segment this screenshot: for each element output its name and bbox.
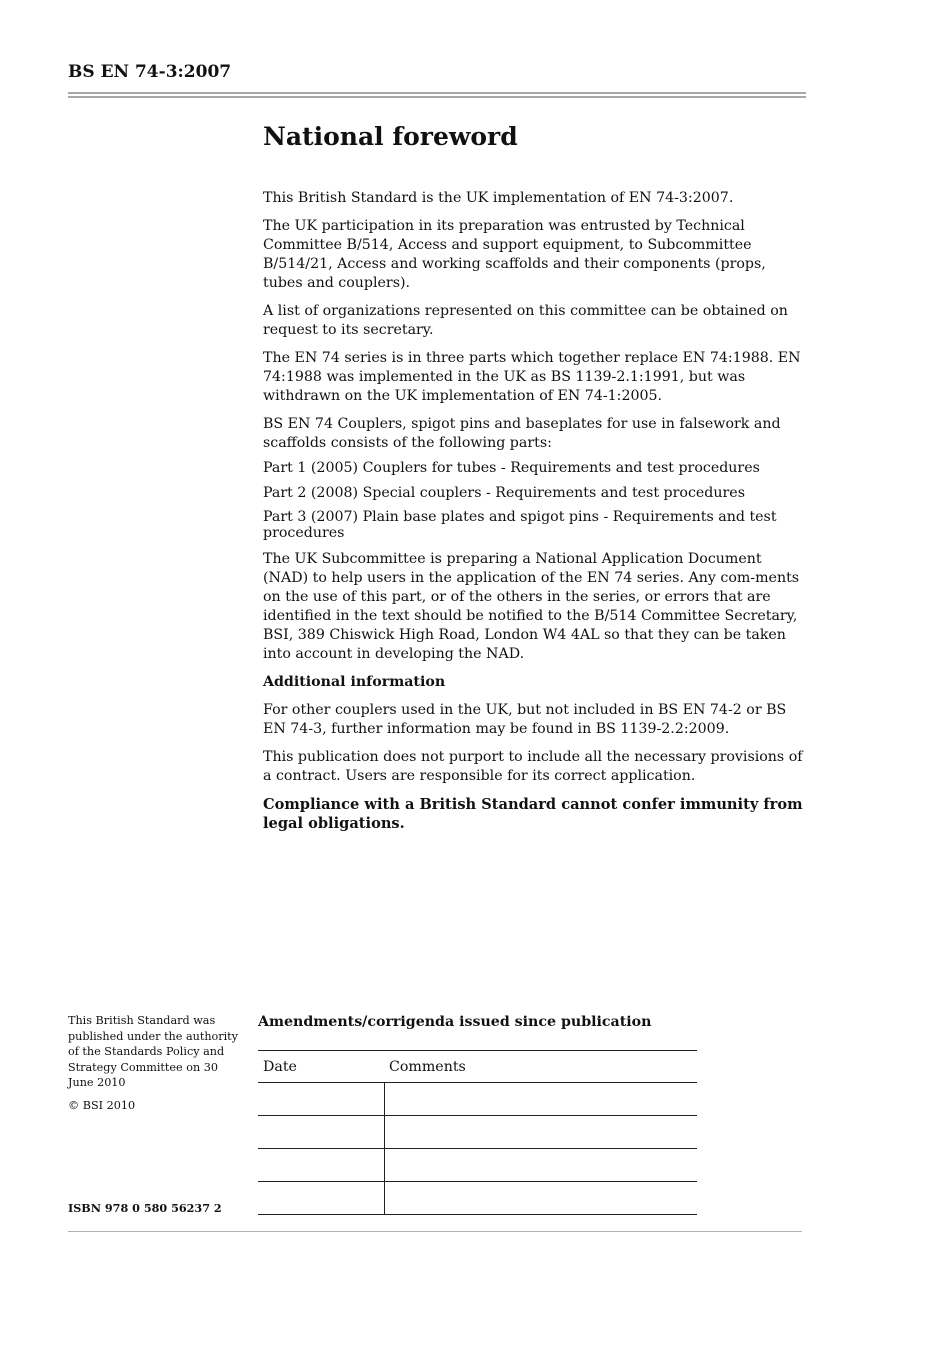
paragraph-other-couplers: For other couplers used in the UK, but not included in BS EN 74-2 or BS EN 74-3, further information may be found in BS 1139-2.2:2009. <box>263 702 787 737</box>
document-code: BS EN 74-3:2007 <box>68 62 232 82</box>
table-row <box>258 1083 697 1116</box>
date-cell <box>258 1116 384 1149</box>
amendments-table <box>258 1050 697 1215</box>
comments-column-header: Comments <box>384 1051 697 1083</box>
paragraph-series: The EN 74 series is in three parts which together replace EN 74:1988. EN 74:1988 was implemented in the UK as BS 1139-2.1:1991, but was withdrawn on the UK implementation of EN 74-1:2005. <box>263 350 801 404</box>
part-2-item: Part 2 (2008) Special couplers - Requirements and test procedures <box>263 485 745 501</box>
paragraph-nad: The UK Subcommittee is preparing a National Application Document (NAD) to help users in the application of the EN 74 series. Any com-ments on the use of this part, or of the others in the series, or errors that are identified in the text should be notified to the B/514 Committee Secretary, BSI, 389 Chiswick High Road, London W4 4AL so that they can be taken into account in developing the NAD. <box>263 551 800 662</box>
comments-cell <box>384 1182 697 1215</box>
header-rule <box>68 92 806 94</box>
paragraph-contract: This publication does not purport to include all the necessary provisions of a contract. Users are responsible for its correct application. <box>263 749 803 784</box>
publication-sidebar <box>68 1013 238 1120</box>
page-title: National foreword <box>263 122 518 151</box>
comments-cell <box>384 1083 697 1116</box>
compliance-note: Compliance with a British Standard cannot confer immunity from legal obligations. <box>263 796 803 832</box>
foreword-body <box>263 189 803 842</box>
isbn: ISBN 978 0 580 56237 2 <box>68 1201 222 1215</box>
part-1-item: Part 1 (2005) Couplers for tubes - Requirements and test procedures <box>263 460 760 476</box>
paragraph-organizations: A list of organizations represented on this committee can be obtained on request to its secretary. <box>263 303 788 338</box>
additional-information-heading: Additional information <box>263 674 446 690</box>
date-column-header: Date <box>258 1051 384 1083</box>
date-cell <box>258 1149 384 1182</box>
comments-cell <box>384 1116 697 1149</box>
header-rule <box>68 96 806 98</box>
paragraph-parts-intro: BS EN 74 Couplers, spigot pins and baseplates for use in falsework and scaffolds consists of the following parts: <box>263 416 781 451</box>
publication-note: This British Standard was published under the authority of the Standards Policy and Strategy Committee on 30 June 2010 <box>68 1014 238 1089</box>
date-cell <box>258 1182 384 1215</box>
table-row <box>258 1116 697 1149</box>
footer-rule <box>68 1231 802 1232</box>
comments-cell <box>384 1149 697 1182</box>
part-3-item: Part 3 (2007) Plain base plates and spigot pins - Requirements and test procedures <box>263 509 777 541</box>
header-rules <box>68 92 806 100</box>
table-row <box>258 1149 697 1182</box>
amendments-title: Amendments/corrigenda issued since publication <box>258 1014 652 1030</box>
paragraph-implementation: This British Standard is the UK implementation of EN 74-3:2007. <box>263 190 734 206</box>
date-cell <box>258 1083 384 1116</box>
paragraph-participation: The UK participation in its preparation was entrusted by Technical Committee B/514, Access and support equipment, to Subcommittee B/514/21, Access and working scaffolds and their components (props, tubes and couplers). <box>263 218 766 291</box>
table-row <box>258 1182 697 1215</box>
amendments-header-row <box>258 1051 697 1083</box>
copyright-notice: © BSI 2010 <box>68 1098 136 1112</box>
